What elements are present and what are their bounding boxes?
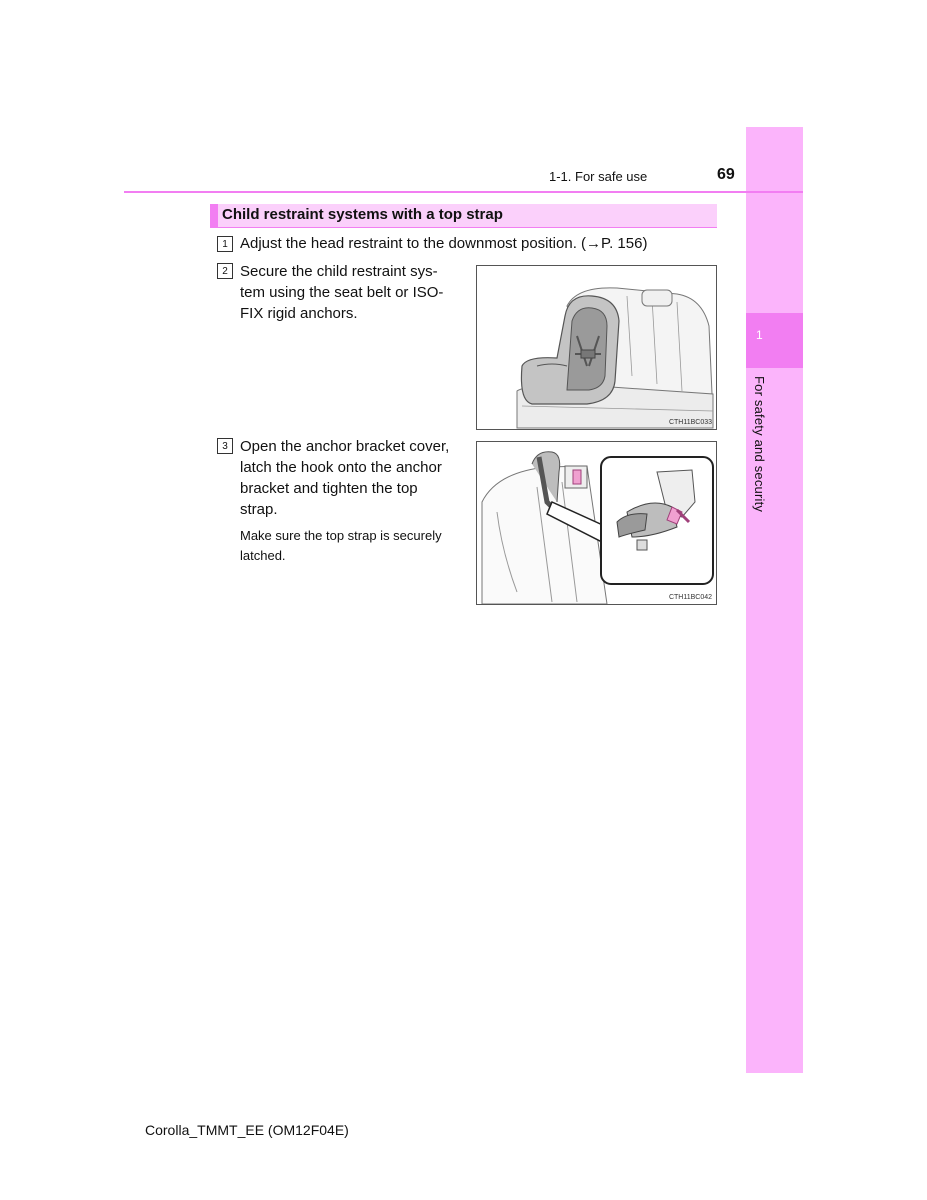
section-label: 1-1. For safe use — [549, 169, 648, 184]
step-note: Make sure the top strap is securely latched. — [240, 528, 442, 563]
child-seat-illustration — [476, 265, 717, 430]
step-number-box: 2 — [217, 263, 233, 279]
section-heading: Child restraint systems with a top strap — [222, 206, 503, 223]
figure-code: CTH11BC042 — [668, 594, 712, 601]
chapter-title: For safety and security — [752, 376, 767, 513]
figure-code: CTH11BC033 — [668, 419, 712, 426]
anchor-bracket-drawing — [477, 442, 716, 604]
child-seat-drawing — [477, 266, 716, 429]
anchor-bracket-illustration — [476, 441, 717, 605]
step-text: Secure the child restraint sys- tem using the seat belt or ISO- FIX rigid anchors. — [240, 263, 444, 322]
page-number: 69 — [717, 166, 735, 183]
step-text: Adjust the head restraint to the downmost position. (→P. 156) — [240, 235, 648, 252]
chapter-number: 1 — [756, 328, 763, 342]
header-rule — [124, 191, 803, 193]
step-number-box: 3 — [217, 438, 233, 454]
step-number-box: 1 — [217, 236, 233, 252]
chapter-side-tab — [746, 127, 803, 1073]
step-text: Open the anchor bracket cover, latch the hook onto the anchor bracket and tighten the top strap. — [240, 438, 450, 518]
footer-doc-id: Corolla_TMMT_EE (OM12F04E) — [145, 1122, 349, 1138]
chapter-number-tab — [746, 313, 803, 368]
